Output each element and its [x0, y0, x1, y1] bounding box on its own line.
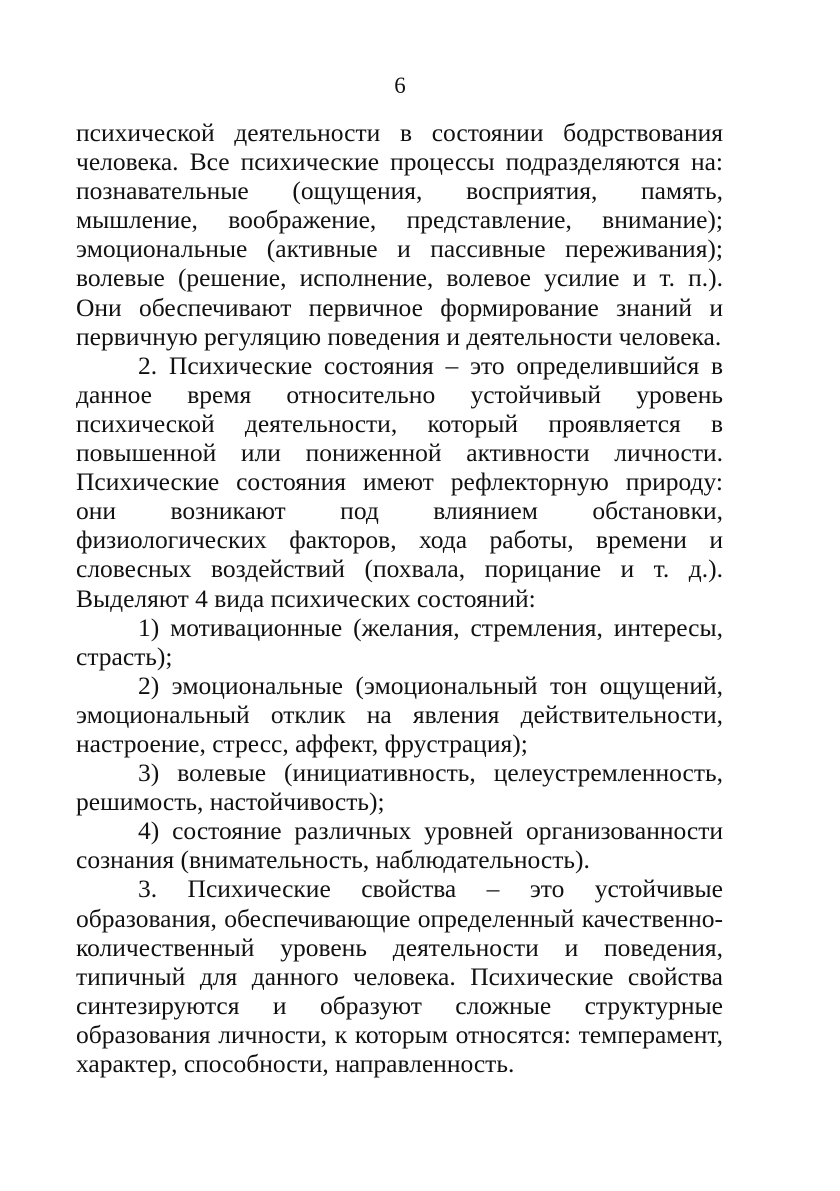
- document-body: [76, 118, 723, 1078]
- list-item-emotional: 2) эмоциональные (эмоциональный тон ощущений, эмоциональный отклик на явления действительности, настроение, стресс, аффект, фрустрация);: [76, 670, 723, 758]
- list-item-motivational: 1) мотивационные (желания, стремления, интересы, страсть);: [76, 612, 723, 671]
- paragraph-mental-states: 2. Психические состояния – это определившийся в данное время относительно устойчивый уровень психической деятельности, который проявляется в повышенной или пониженной активности личности. Психические состояния имеют рефлекторную природу: они возникают под влиянием обстановки, физиологических факторов, хода работы, времени и словесных воздействий (похвала, порицание и т. д.). Выделяют 4 вида психических состояний:: [76, 350, 723, 613]
- list-item-volitional: 3) волевые (инициативность, целеустремленность, решимость, настойчивость);: [76, 758, 723, 817]
- list-item-consciousness: 4) состояние различных уровней организованности сознания (внимательность, наблюдательность).: [76, 816, 723, 875]
- page-number: 6: [394, 73, 406, 98]
- paragraph-mental-properties: 3. Психические свойства – это устойчивые образования, обеспечивающие определенный качественно-количественный уровень деятельности и поведения, типичный для данного человека. Психические свойства синтезируются и образуют сложные структурные образования личности, к которым относятся: темперамент, характер, способности, направленность.: [76, 874, 723, 1078]
- paragraph-continuation: психической деятельности в состоянии бодрствования человека. Все психические процессы подразделяются на: познавательные (ощущения, восприятия, память, мышление, воображение, представление, внимание); эмоциональные (активные и пассивные переживания); волевые (решение, исполнение, волевое усилие и т. п.). Они обеспечивают первичное формирование знаний и первичную регуляцию поведения и деятельности человека.: [76, 118, 723, 351]
